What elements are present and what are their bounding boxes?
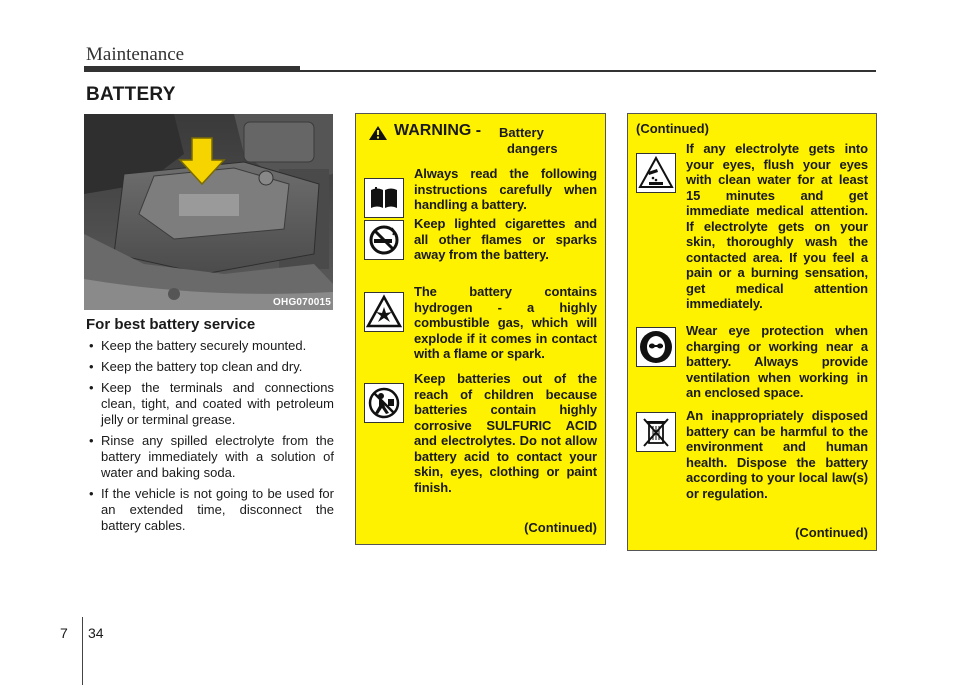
header-rule-thin (300, 70, 876, 72)
warning-word: WARNING - (394, 122, 482, 139)
warning-triangle-icon (368, 125, 388, 141)
warning-header (366, 122, 586, 162)
list-item: • Keep the battery securely mounted. (86, 338, 334, 354)
warning-subtitle-line1: Battery (499, 125, 544, 140)
continued-label: (Continued) (636, 121, 709, 136)
list-item: • If the vehicle is not going to be used for an extended time, disconnect the battery cables. (86, 486, 334, 534)
warning-continued-box (627, 113, 877, 551)
list-item: • Rinse any spilled electrolyte from the battery immediately with a solution of water and baking soda. (86, 433, 334, 481)
warning-item-text: The battery contains hydrogen - a highly combustible gas, which will explode if it comes in contact with a flame or spark. (414, 284, 597, 361)
photo-code: OHG070015 (273, 297, 331, 308)
list-item: • Keep the battery top clean and dry. (86, 359, 334, 375)
warning-item-text: If any electrolyte gets into your eyes, flush your eyes with clean water for at least 15 minutes and get immediate medical attention. If electrolyte gets on your skin, thoroughly wash the contacted area. If you feel a pain or a burning sensation, get medical attention immediately. (686, 141, 868, 311)
chapter-number: 7 (60, 625, 68, 641)
page-heading: BATTERY (86, 84, 176, 105)
continued-label: (Continued) (795, 525, 868, 540)
warning-item-text: Always read the following instructions carefully when handling a battery. (414, 166, 597, 212)
corrosive-acid-icon (636, 153, 676, 193)
service-list (86, 338, 334, 539)
page-number: 34 (88, 625, 104, 641)
read-instructions-icon (364, 178, 404, 218)
warning-subtitle-line2: dangers (507, 141, 558, 156)
warning-item-text: Keep batteries out of the reach of children because batteries contain highly corrosive SULFURIC ACID and electrolytes. Do not allow battery acid to contact your skin, eyes, clothing or paint finish. (414, 371, 597, 495)
eye-protection-icon (636, 327, 676, 367)
service-title: For best battery service (86, 316, 256, 333)
warning-item-text: Keep lighted cigarettes and all other flames or sparks away from the battery. (414, 216, 597, 262)
warning-item-text: An inappropriately disposed battery can be harmful to the environment and human health. Dispose the battery according to your local law(s) or regulation. (686, 408, 868, 501)
crossed-out-bin-icon (636, 412, 676, 452)
keep-away-from-children-icon (364, 383, 404, 423)
no-smoking-icon (364, 220, 404, 260)
warning-box (355, 113, 606, 545)
section-title: Maintenance (86, 44, 185, 65)
explosive-hazard-icon (364, 292, 404, 332)
header-rule-thick (84, 66, 300, 72)
list-item: • Keep the terminals and connections clean, tight, and coated with petroleum jelly or terminal grease. (86, 380, 334, 428)
engine-bay-illustration (84, 114, 333, 310)
continued-label: (Continued) (524, 520, 597, 535)
battery-photo (84, 114, 333, 310)
warning-item-text: Wear eye protection when charging or working near a battery. Always provide ventilation when working in an enclosed space. (686, 323, 868, 400)
footer-rule (82, 617, 83, 685)
